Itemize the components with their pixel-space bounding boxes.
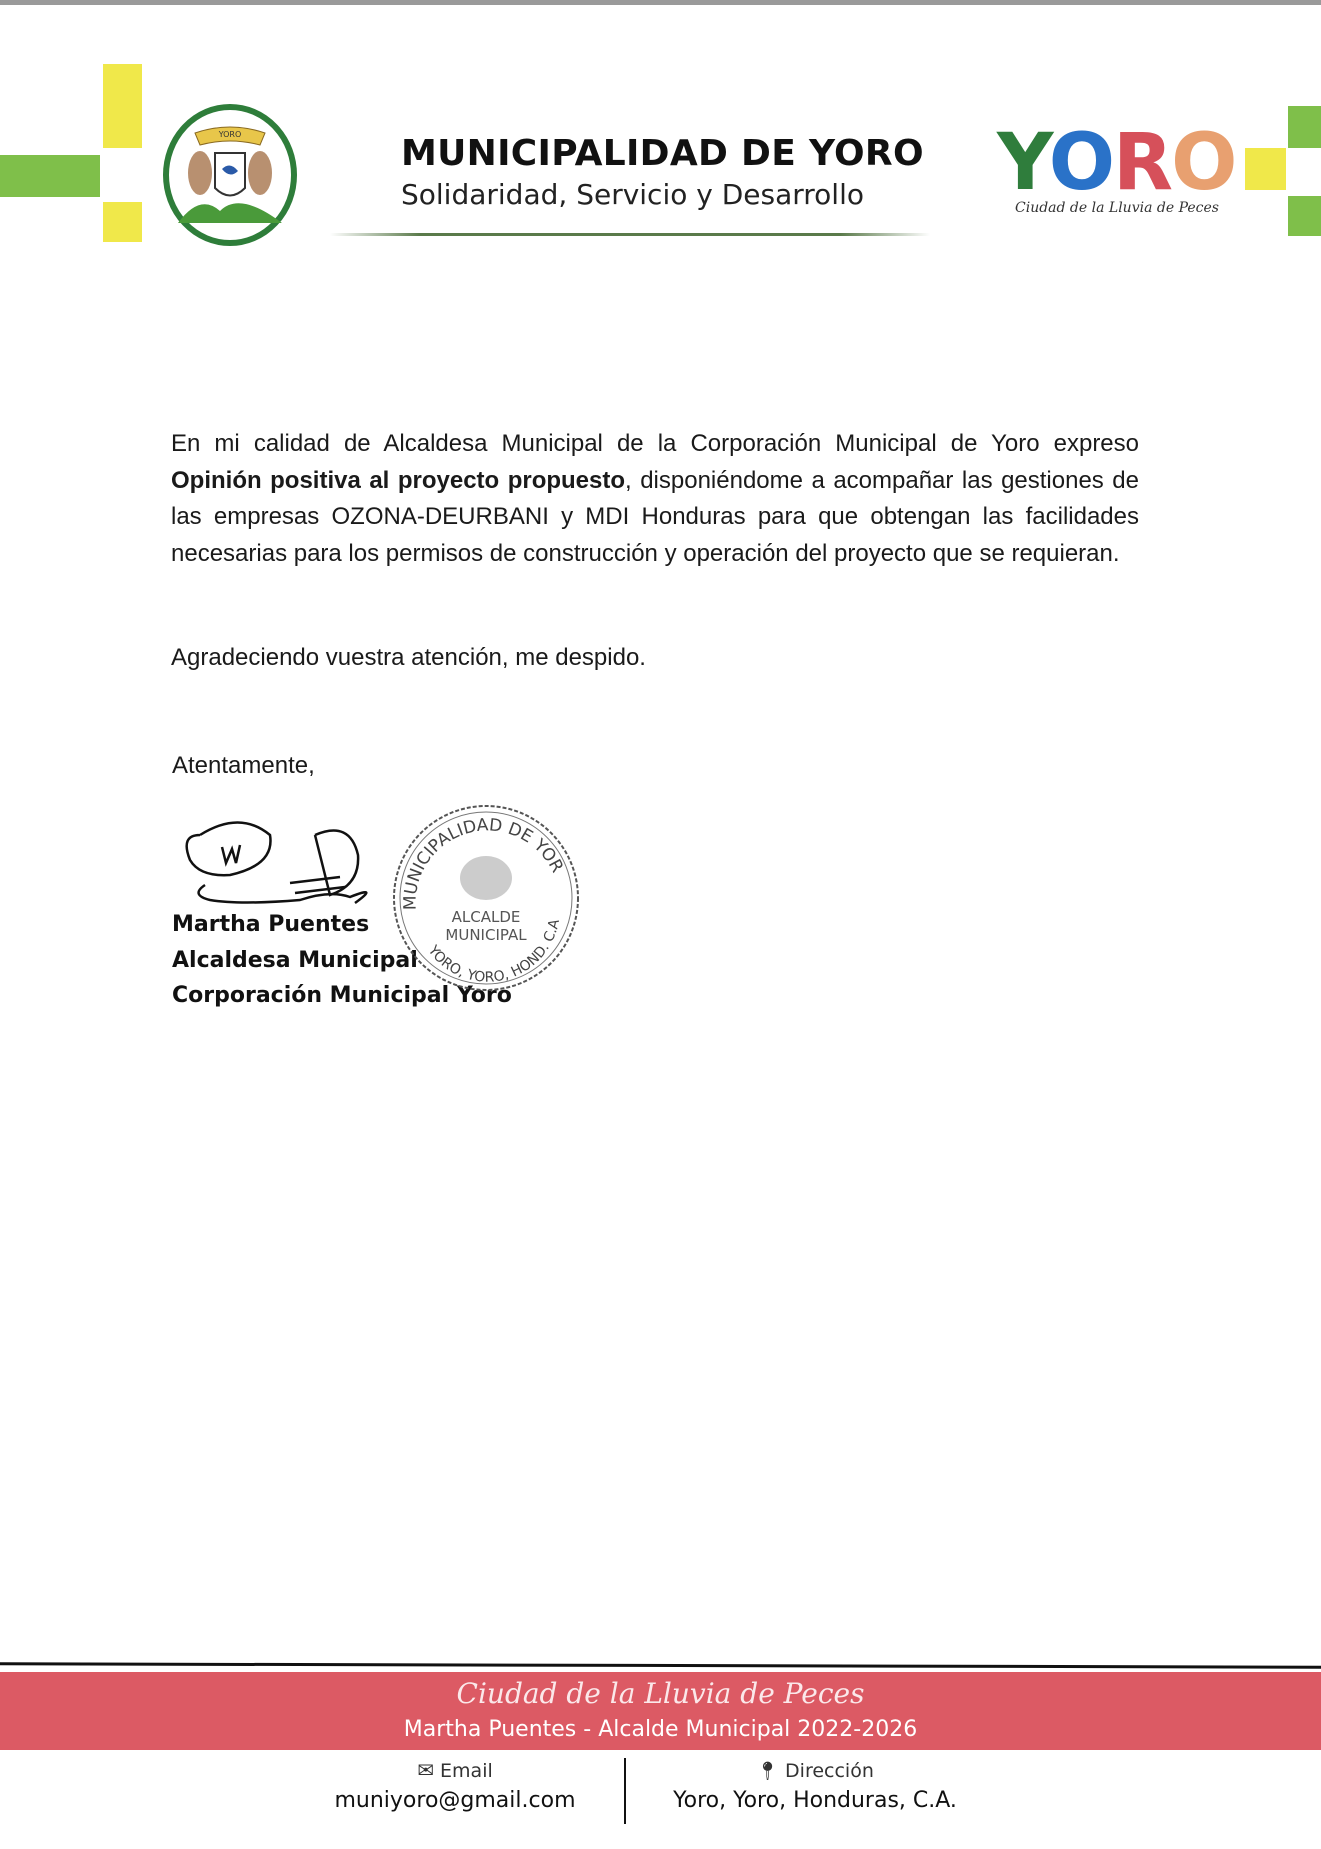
footer-mayor-line: Martha Puentes - Alcalde Municipal 2022-2026 [403,1717,918,1742]
header-divider [330,233,930,236]
paragraph-bold-text: Opinión positiva al proyecto propuesto [171,466,626,494]
stamp-top-text: MUNICIPALIDAD DE YOR [400,815,568,911]
footer-separator [624,1758,626,1824]
paragraph-text: En mi calidad de Alcaldesa Municipal de la Corporación Municipal de Yoro expreso [171,430,1139,457]
letter-paragraph [171,426,1139,573]
salutation: Atentamente, [172,752,315,779]
signatory-organization: Corporación Municipal Yoro [172,983,512,1008]
stamp-center-text: MUNICIPAL [445,926,527,944]
official-stamp [388,800,584,996]
page-title: MUNICIPALIDAD DE YORO [401,133,924,174]
header-green-block [1288,196,1321,236]
page-subtitle: Solidaridad, Servicio y Desarrollo [401,178,864,211]
logo-letter: R [1113,118,1172,208]
emblem-label: YORO [218,130,242,139]
envelope-icon: ✉ [417,1758,434,1782]
logo-letter: O [1048,118,1114,208]
signatory-name: Martha Puentes [172,912,370,937]
header-green-bar [0,155,100,197]
header-yellow-block [103,202,142,242]
map-pin-icon: 📍︎ [756,1761,779,1782]
signatory-role: Alcaldesa Municipal [172,948,418,973]
yoro-brand-logo [997,118,1235,208]
paragraph-text: , disponiéndome a acompañar las gestiones de las empresas OZONA-DEURBANI y MDI Honduras para que obtengan las facilidades necesarias para los permisos de construcción y operación del proyecto que se requieran. [171,466,1139,568]
footer-email [325,1758,585,1813]
handwritten-signature [180,815,390,925]
address-label: Dirección [785,1760,874,1782]
header-yellow-block [1245,148,1286,190]
email-value[interactable]: muniyoro@gmail.com [334,1788,576,1813]
email-label: Email [440,1760,493,1782]
footer-motto: Ciudad de la Lluvia de Peces [456,1677,865,1710]
address-value: Yoro, Yoro, Honduras, C.A. [673,1788,957,1813]
footer-divider [0,1662,1321,1668]
top-border [0,0,1321,5]
logo-letter: O [1171,118,1236,208]
stamp-center-text: ALCALDE [451,908,521,926]
header-green-block [1288,106,1321,148]
municipal-emblem-logo [160,103,300,248]
stamp-bottom-text: YORO, YORO, HOND. C.A [424,918,563,986]
footer-address [660,1760,970,1813]
closing-line: Agradeciendo vuestra atención, me despido. [171,644,646,671]
header-yellow-block [103,64,142,148]
logo-letter: Y [997,118,1049,208]
brand-tagline: Ciudad de la Lluvia de Peces [1015,200,1219,216]
